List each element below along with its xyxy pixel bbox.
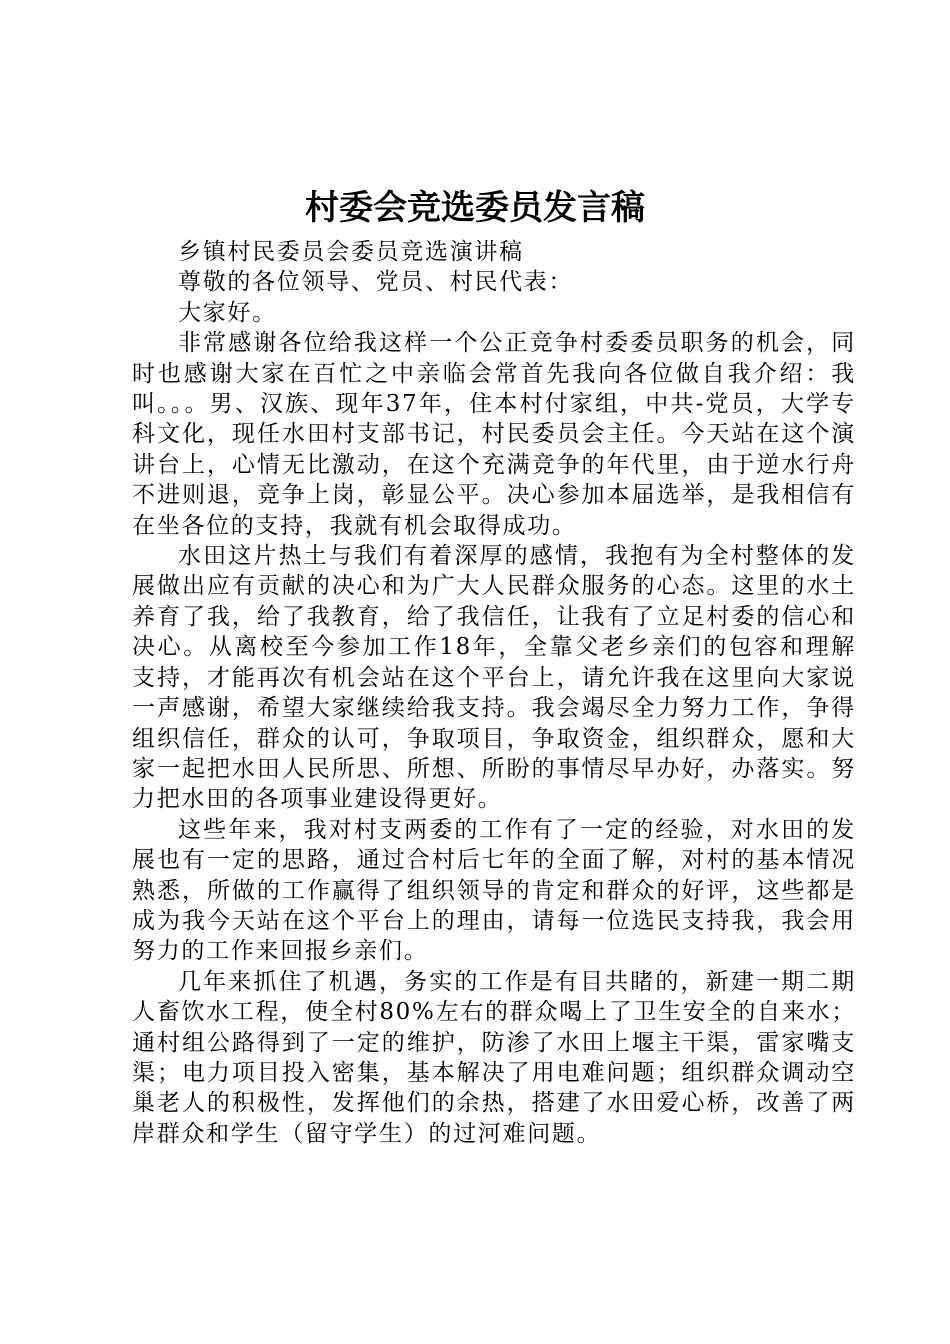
paragraph-salutation: 尊敬的各位领导、党员、村民代表： [178,269,574,296]
document-title: 村委会竞选委员发言稿 [305,188,645,228]
paragraph-introduction: 非常感谢各位给我这样一个公正竞争村委委员职务的机会，同时也感谢大家在百忙之中亲临会常首先我向各位做自我介绍：我叫。。。男、汉族、现年37年，住本村付家组，中共-党员，大学专科文化，现任水田村支部书记，村民委员会主任。今天站在这个演讲台上，心情无比激动，在这个充满竞争的年代里，由于逆水行舟不进则退，竞争上岗，彰显公平。决心参加本届选举，是我相信有在坐各位的支持，我就有机会取得成功。 [132,330,856,539]
paragraph-commitment: 水田这片热土与我们有着深厚的感情，我抱有为全村整体的发展做出应有贡献的决心和为广大人民群众服务的心态。这里的水土养育了我，给了我教育，给了我信任，让我有了立足村委的信心和决心。从离校至今参加工作18年，全靠父老乡亲们的包容和理解支持，才能再次有机会站在这个平台上，请允许我在这里向大家说一声感谢，希望大家继续给我支持。我会竭尽全力努力工作，争得组织信任，群众的认可，争取项目，争取资金，组织群众，愿和大家一起把水田人民所思、所想、所盼的事情尽早办好，办落实。努力把水田的各项事业建设得更好。 [132,543,856,813]
document-body [132,237,856,1149]
paragraph-subtitle: 乡镇村民委员会委员竞选演讲稿 [178,239,524,265]
paragraph-experience: 这些年来，我对村支两委的工作有了一定的经验，对水田的发展也有一定的思路，通过合村后七年的全面了解，对村的基本情况熟悉，所做的工作赢得了组织领导的肯定和群众的好评，这些都是成为我今天站在这个平台上的理由，请每一位选民支持我，我会用努力的工作来回报乡亲们。 [132,816,856,965]
paragraph-achievements: 几年来抓住了机遇，务实的工作是有目共睹的，新建一期二期人畜饮水工程，使全村80%左右的群众喝上了卫生安全的自来水；通村组公路得到了一定的维护，防渗了水田上堰主干渠，雷家嘴支渠；电力项目投入密集，基本解决了用电难问题；组织群众调动空巢老人的积极性，发挥他们的余热，搭建了水田爱心桥，改善了两岸群众和学生（留守学生）的过河难问题。 [132,968,856,1147]
paragraph-greeting: 大家好。 [178,299,277,326]
